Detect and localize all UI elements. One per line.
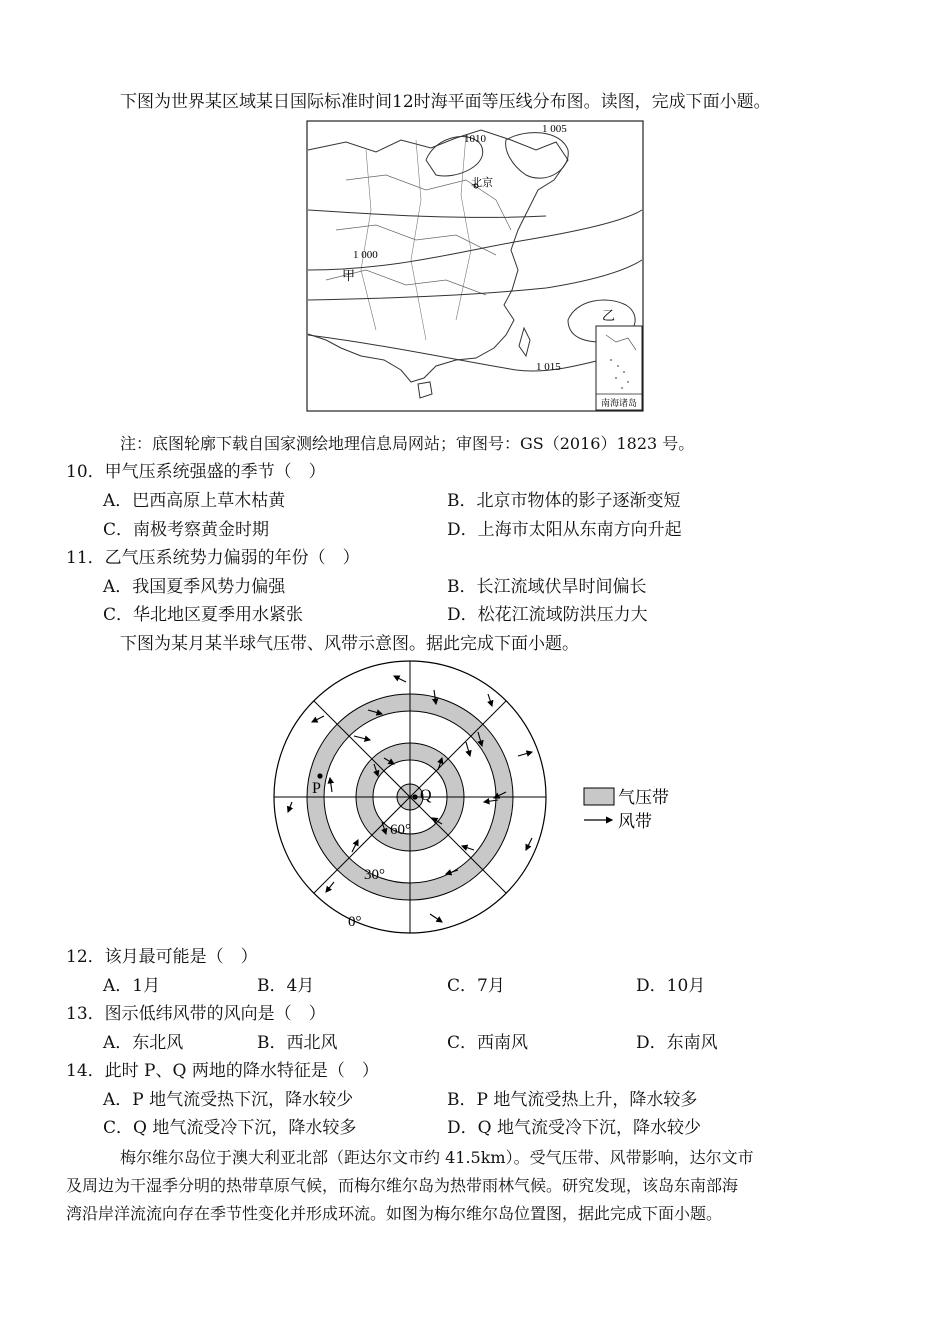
q13-option-a[interactable]: A．东北风 xyxy=(103,1033,184,1053)
q11-option-b[interactable]: B．长江流域伏旱时间偏长 xyxy=(447,577,647,597)
q14-option-c[interactable]: C．Q 地气流受冷下沉，降水较多 xyxy=(103,1118,357,1138)
question-14 xyxy=(66,1060,379,1082)
label-p: P xyxy=(312,780,321,797)
isobar-1010-label: 1010 xyxy=(464,133,486,145)
question-stem: 甲气压系统强盛的季节（ ） xyxy=(104,462,326,482)
question-stem: 乙气压系统势力偏弱的年份（ ） xyxy=(104,548,360,568)
question-stem: 该月最可能是（ ） xyxy=(104,947,258,967)
passage-line-2: 及周边为干湿季分明的热带草原气候，而梅尔维尔岛为热带雨林气候。研究发现，该岛东南部海 xyxy=(66,1176,739,1195)
isobar-1000-label: 1 000 xyxy=(353,249,378,261)
q10-option-d[interactable]: D．上海市太阳从东南方向升起 xyxy=(447,520,682,540)
isobar-map xyxy=(306,120,644,412)
question-number: 14． xyxy=(66,1061,105,1081)
q12-option-d[interactable]: D．10月 xyxy=(636,976,706,996)
q11-option-d[interactable]: D．松花江流域防洪压力大 xyxy=(447,605,648,625)
q14-option-d[interactable]: D．Q 地气流受冷下沉，降水较少 xyxy=(447,1118,701,1138)
point-p xyxy=(317,773,322,778)
q12-option-c[interactable]: C．7月 xyxy=(447,976,505,996)
question-stem: 图示低纬风带的风向是（ ） xyxy=(104,1004,326,1024)
q10-option-b[interactable]: B．北京市物体的影子逐渐变短 xyxy=(447,491,681,511)
q13-option-c[interactable]: C．西南风 xyxy=(447,1033,529,1053)
question-stem: 此时 P、Q 两地的降水特征是（ ） xyxy=(104,1061,379,1081)
passage-line-1: 梅尔维尔岛位于澳大利亚北部（距达尔文市约 41.5km）。受气压带、风带影响，达尔文市 xyxy=(120,1148,754,1167)
question-number: 13． xyxy=(66,1004,105,1024)
inset-label: 南海诸岛 xyxy=(600,398,638,408)
q14-option-a[interactable]: A．P 地气流受热下沉，降水较少 xyxy=(103,1090,354,1110)
pressure-belt-diagram xyxy=(270,660,690,940)
question-11 xyxy=(66,547,360,569)
q13-option-d[interactable]: D．东南风 xyxy=(636,1033,718,1053)
intro-text-2: 下图为某月某半球气压带、风带示意图。据此完成下面小题。 xyxy=(120,634,579,654)
q11-option-c[interactable]: C．华北地区夏季用水紧张 xyxy=(103,605,304,625)
question-number: 12． xyxy=(66,947,105,967)
question-number: 10． xyxy=(66,462,105,482)
legend-wind-label: 风带 xyxy=(618,812,652,831)
q13-option-b[interactable]: B．西北风 xyxy=(257,1033,338,1053)
intro-text-1: 下图为世界某区域某日国际标准时间12时海平面等压线分布图。读图，完成下面小题。 xyxy=(120,92,771,112)
q14-option-b[interactable]: B．P 地气流受热上升，降水较多 xyxy=(447,1090,698,1110)
q11-option-a[interactable]: A．我国夏季风势力偏强 xyxy=(103,577,286,597)
q12-option-b[interactable]: B．4月 xyxy=(257,976,315,996)
question-number: 11． xyxy=(66,548,105,568)
q10-option-c[interactable]: C．南极考察黄金时期 xyxy=(103,520,270,540)
jia-label: 甲 xyxy=(342,268,356,283)
legend-belt-swatch xyxy=(584,788,614,805)
question-12 xyxy=(66,946,258,968)
isobar-1015-label: 1 015 xyxy=(536,361,561,373)
q12-option-a[interactable]: A．1月 xyxy=(103,976,161,996)
lat-60-label: 60° xyxy=(390,822,411,838)
q10-option-a[interactable]: A．巴西高原上草木枯黄 xyxy=(103,491,286,511)
point-q xyxy=(412,794,417,799)
legend-belt-label: 气压带 xyxy=(618,788,669,807)
yi-label: 乙 xyxy=(602,308,616,323)
passage-line-3: 湾沿岸洋流流向存在季节性变化并形成环流。如图为梅尔维尔岛位置图，据此完成下面小题。 xyxy=(66,1204,723,1223)
label-q: Q xyxy=(420,787,432,804)
lat-30-label: 30° xyxy=(364,867,385,883)
lat-0-label: 0° xyxy=(348,914,362,930)
question-13 xyxy=(66,1003,326,1025)
map-note: 注：底图轮廓下载自国家测绘地理信息局网站；审图号：GS（2016）1823 号。 xyxy=(120,434,695,453)
beijing-label: 北京 xyxy=(471,177,493,189)
question-10 xyxy=(66,461,326,483)
isobar-1005-label: 1 005 xyxy=(542,123,567,135)
